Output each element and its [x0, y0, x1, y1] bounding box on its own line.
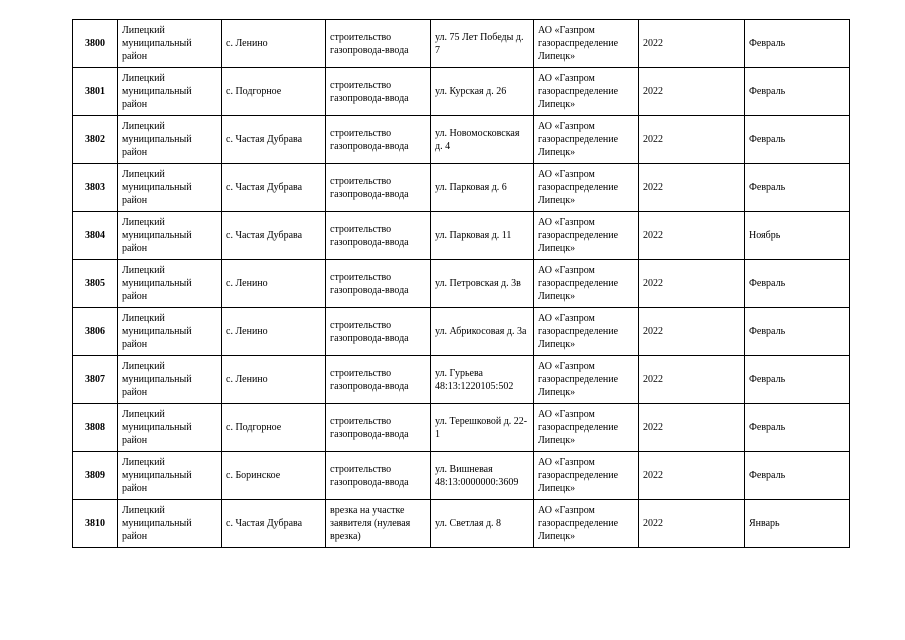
- district-cell: Липецкий муниципальный район: [118, 68, 222, 116]
- year-cell: 2022: [639, 404, 745, 452]
- address-cell: ул. Гурьева 48:13:1220105:502: [431, 356, 534, 404]
- month-cell: Февраль: [745, 68, 850, 116]
- district-cell: Липецкий муниципальный район: [118, 452, 222, 500]
- table-row: [73, 308, 850, 356]
- work-type-cell: строительство газопровода-ввода: [326, 260, 431, 308]
- company-cell: АО «Газпром газораспределение Липецк»: [534, 356, 639, 404]
- month-cell: Январь: [745, 500, 850, 548]
- table-row: [73, 68, 850, 116]
- company-cell: АО «Газпром газораспределение Липецк»: [534, 308, 639, 356]
- settlement-cell: с. Подгорное: [222, 68, 326, 116]
- district-cell: Липецкий муниципальный район: [118, 164, 222, 212]
- company-cell: АО «Газпром газораспределение Липецк»: [534, 500, 639, 548]
- year-cell: 2022: [639, 116, 745, 164]
- table-row: [73, 260, 850, 308]
- month-cell: Февраль: [745, 164, 850, 212]
- record-number-cell: 3810: [73, 500, 118, 548]
- district-cell: Липецкий муниципальный район: [118, 212, 222, 260]
- company-cell: АО «Газпром газораспределение Липецк»: [534, 116, 639, 164]
- address-cell: ул. Абрикосовая д. 3а: [431, 308, 534, 356]
- address-cell: ул. Парковая д. 6: [431, 164, 534, 212]
- work-type-cell: строительство газопровода-ввода: [326, 116, 431, 164]
- address-cell: ул. Терешковой д. 22-1: [431, 404, 534, 452]
- month-cell: Февраль: [745, 308, 850, 356]
- record-number-cell: 3801: [73, 68, 118, 116]
- table-row: [73, 404, 850, 452]
- record-number-cell: 3800: [73, 20, 118, 68]
- settlement-cell: с. Ленино: [222, 308, 326, 356]
- district-cell: Липецкий муниципальный район: [118, 116, 222, 164]
- work-type-cell: врезка на участке заявителя (нулевая врезка): [326, 500, 431, 548]
- month-cell: Февраль: [745, 260, 850, 308]
- settlement-cell: с. Частая Дубрава: [222, 116, 326, 164]
- company-cell: АО «Газпром газораспределение Липецк»: [534, 260, 639, 308]
- record-number-cell: 3806: [73, 308, 118, 356]
- district-cell: Липецкий муниципальный район: [118, 404, 222, 452]
- company-cell: АО «Газпром газораспределение Липецк»: [534, 452, 639, 500]
- month-cell: Февраль: [745, 116, 850, 164]
- work-type-cell: строительство газопровода-ввода: [326, 164, 431, 212]
- year-cell: 2022: [639, 452, 745, 500]
- settlement-cell: с. Частая Дубрава: [222, 500, 326, 548]
- address-cell: ул. Вишневая 48:13:0000000:3609: [431, 452, 534, 500]
- work-type-cell: строительство газопровода-ввода: [326, 404, 431, 452]
- settlement-cell: с. Подгорное: [222, 404, 326, 452]
- record-number-cell: 3807: [73, 356, 118, 404]
- year-cell: 2022: [639, 212, 745, 260]
- record-number-cell: 3804: [73, 212, 118, 260]
- table-body: [73, 20, 850, 548]
- year-cell: 2022: [639, 308, 745, 356]
- settlement-cell: с. Частая Дубрава: [222, 212, 326, 260]
- month-cell: Февраль: [745, 20, 850, 68]
- address-cell: ул. Курская д. 26: [431, 68, 534, 116]
- year-cell: 2022: [639, 20, 745, 68]
- table-row: [73, 212, 850, 260]
- table-row: [73, 452, 850, 500]
- record-number-cell: 3805: [73, 260, 118, 308]
- year-cell: 2022: [639, 164, 745, 212]
- settlement-cell: с. Ленино: [222, 260, 326, 308]
- table-row: [73, 500, 850, 548]
- record-number-cell: 3803: [73, 164, 118, 212]
- settlement-cell: с. Ленино: [222, 20, 326, 68]
- table-row: [73, 116, 850, 164]
- work-type-cell: строительство газопровода-ввода: [326, 20, 431, 68]
- settlement-cell: с. Ленино: [222, 356, 326, 404]
- settlement-cell: с. Боринское: [222, 452, 326, 500]
- record-number-cell: 3808: [73, 404, 118, 452]
- address-cell: ул. Петровская д. 3в: [431, 260, 534, 308]
- month-cell: Ноябрь: [745, 212, 850, 260]
- district-cell: Липецкий муниципальный район: [118, 20, 222, 68]
- record-number-cell: 3802: [73, 116, 118, 164]
- district-cell: Липецкий муниципальный район: [118, 500, 222, 548]
- district-cell: Липецкий муниципальный район: [118, 356, 222, 404]
- company-cell: АО «Газпром газораспределение Липецк»: [534, 164, 639, 212]
- month-cell: Февраль: [745, 404, 850, 452]
- work-type-cell: строительство газопровода-ввода: [326, 308, 431, 356]
- table-row: [73, 20, 850, 68]
- record-number-cell: 3809: [73, 452, 118, 500]
- table-row: [73, 356, 850, 404]
- address-cell: ул. 75 Лет Победы д. 7: [431, 20, 534, 68]
- month-cell: Февраль: [745, 356, 850, 404]
- table-row: [73, 164, 850, 212]
- work-type-cell: строительство газопровода-ввода: [326, 212, 431, 260]
- company-cell: АО «Газпром газораспределение Липецк»: [534, 68, 639, 116]
- year-cell: 2022: [639, 68, 745, 116]
- address-cell: ул. Светлая д. 8: [431, 500, 534, 548]
- year-cell: 2022: [639, 260, 745, 308]
- company-cell: АО «Газпром газораспределение Липецк»: [534, 20, 639, 68]
- work-type-cell: строительство газопровода-ввода: [326, 452, 431, 500]
- district-cell: Липецкий муниципальный район: [118, 308, 222, 356]
- work-type-cell: строительство газопровода-ввода: [326, 68, 431, 116]
- work-type-cell: строительство газопровода-ввода: [326, 356, 431, 404]
- gas-connection-table: [72, 19, 850, 548]
- address-cell: ул. Новомосковская д. 4: [431, 116, 534, 164]
- year-cell: 2022: [639, 356, 745, 404]
- address-cell: ул. Парковая д. 11: [431, 212, 534, 260]
- district-cell: Липецкий муниципальный район: [118, 260, 222, 308]
- settlement-cell: с. Частая Дубрава: [222, 164, 326, 212]
- company-cell: АО «Газпром газораспределение Липецк»: [534, 404, 639, 452]
- company-cell: АО «Газпром газораспределение Липецк»: [534, 212, 639, 260]
- year-cell: 2022: [639, 500, 745, 548]
- month-cell: Февраль: [745, 452, 850, 500]
